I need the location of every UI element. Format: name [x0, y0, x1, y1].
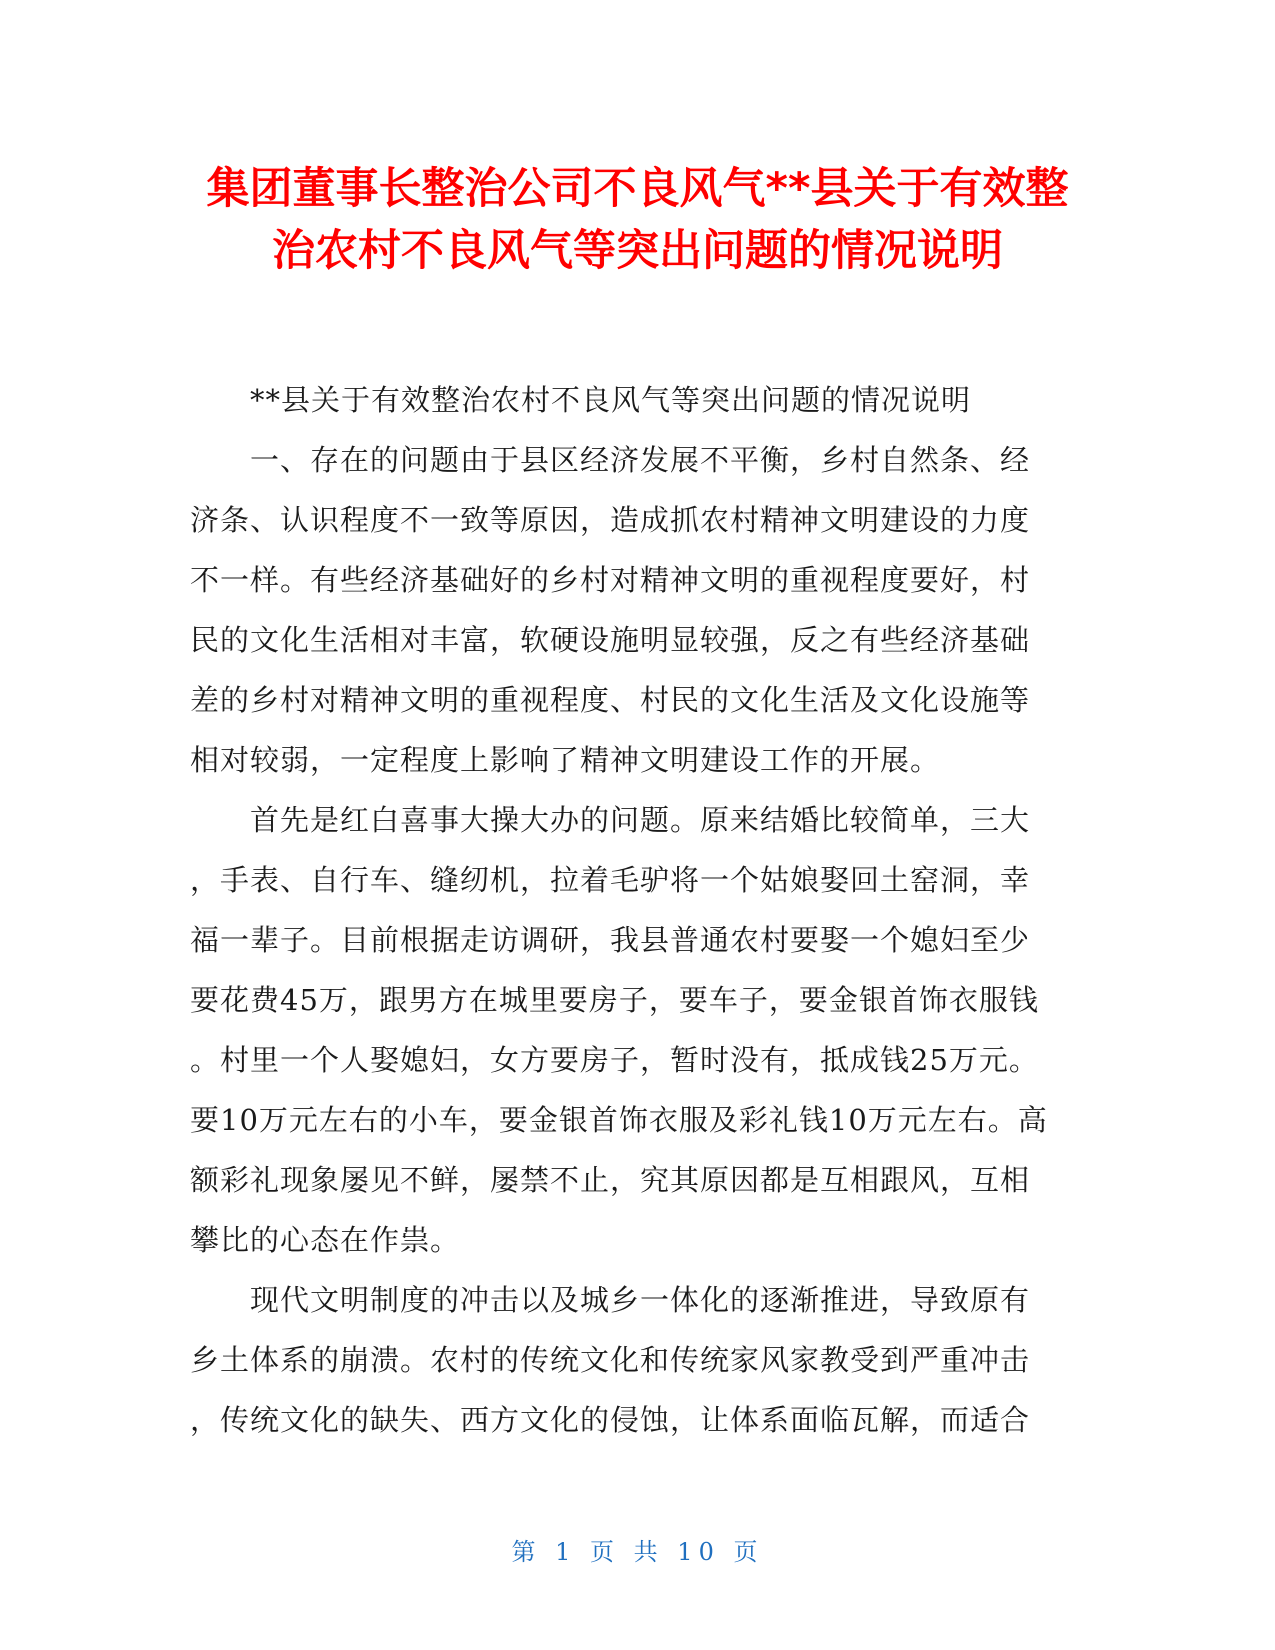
subtitle-line: **县关于有效整治农村不良风气等突出问题的情况说明 [250, 383, 972, 417]
title-line-2: 治农村不良风气等突出问题的情况说明 [272, 226, 1003, 276]
body-line: 差的乡村对精神文明的重视程度、村民的文化生活及文化设施等 [190, 683, 1031, 717]
body-line: 现代文明制度的冲击以及城乡一体化的逐渐推进，导致原有 [250, 1283, 1031, 1317]
page-number-footer: 第 1 页 共 10 页 [511, 1538, 764, 1566]
document-body [190, 370, 1070, 1450]
body-line: 乡土体系的崩溃。农村的传统文化和传统家风家教受到严重冲击 [190, 1343, 1031, 1377]
body-line: 要花费45万，跟男方在城里要房子，要车子，要金银首饰衣服钱 [190, 983, 1039, 1017]
body-line: 民的文化生活相对丰富，软硬设施明显较强，反之有些经济基础 [190, 623, 1031, 657]
body-line: ，手表、自行车、缝纫机，拉着毛驴将一个姑娘娶回土窑洞，幸 [190, 863, 1031, 897]
document-title [150, 158, 1125, 282]
body-line: 。村里一个人娶媳妇，女方要房子，暂时没有，抵成钱25万元。 [190, 1043, 1039, 1077]
title-line-1: 集团董事长整治公司不良风气**县关于有效整 [206, 164, 1069, 214]
body-line: 额彩礼现象屡见不鲜，屡禁不止，究其原因都是互相跟风，互相 [190, 1163, 1031, 1197]
body-line: 济条、认识程度不一致等原因，造成抓农村精神文明建设的力度 [190, 503, 1031, 537]
body-line: 相对较弱，一定程度上影响了精神文明建设工作的开展。 [190, 743, 941, 777]
body-line: 首先是红白喜事大操大办的问题。原来结婚比较简单，三大 [250, 803, 1031, 837]
body-line: 一、存在的问题由于县区经济发展不平衡，乡村自然条、经 [250, 443, 1031, 477]
body-line: 要10万元左右的小车，要金银首饰衣服及彩礼钱10万元左右。高 [190, 1103, 1048, 1137]
body-line: ，传统文化的缺失、西方文化的侵蚀，让体系面临瓦解，而适合 [190, 1403, 1031, 1437]
body-line: 福一辈子。目前根据走访调研，我县普通农村要娶一个媳妇至少 [190, 923, 1031, 957]
body-line: 不一样。有些经济基础好的乡村对精神文明的重视程度要好，村 [190, 563, 1031, 597]
body-line: 攀比的心态在作祟。 [190, 1223, 461, 1257]
